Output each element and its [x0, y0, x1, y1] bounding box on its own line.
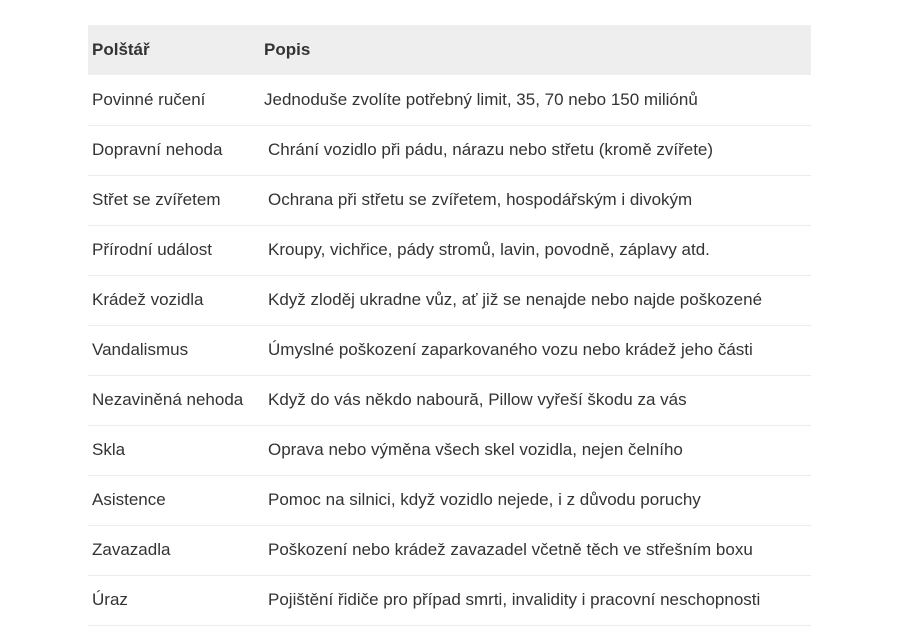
table-row: [88, 475, 811, 525]
table-row: [88, 275, 811, 325]
cell-coverage-description: Kroupy, vichřice, pády stromů, lavin, povodně, záplavy atd.: [268, 240, 710, 259]
cell-coverage-name: Asistence: [92, 490, 166, 509]
table-row: [88, 75, 811, 125]
cell-coverage-description: Jednoduše zvolíte potřebný limit, 35, 70 nebo 150 miliónů: [264, 89, 698, 109]
cell-coverage-name: Skla: [92, 440, 126, 459]
table-header-row: [88, 25, 811, 75]
cell-coverage-description: Ochrana při střetu se zvířetem, hospodářským i divokým: [268, 190, 693, 209]
cell-coverage-description: Chrání vozidlo při pádu, nárazu nebo střetu (kromě zvířete): [268, 140, 714, 159]
table-row: [88, 525, 811, 575]
insurance-table-container: [88, 25, 811, 626]
cell-coverage-description: Když zloděj ukradne vůz, ať již se nenajde nebo najde poškozené: [268, 290, 763, 309]
cell-coverage-name: Vandalismus: [92, 340, 189, 359]
insurance-coverage-table: [88, 25, 811, 626]
table-row: [88, 125, 811, 175]
table-body: [88, 75, 811, 625]
table-row: [88, 375, 811, 425]
cell-coverage-name: Krádež vozidla: [92, 290, 204, 309]
table-row: [88, 425, 811, 475]
cell-coverage-name: Úraz: [92, 590, 128, 609]
cell-coverage-name: Zavazadla: [92, 540, 171, 559]
cell-coverage-description: Když do vás někdo naboură, Pillow vyřeší škodu za vás: [268, 390, 687, 409]
cell-coverage-name: Přírodní událost: [92, 240, 213, 259]
cell-coverage-name: Povinné ručení: [92, 89, 206, 109]
cell-coverage-description: Úmyslné poškození zaparkovaného vozu nebo krádež jeho části: [268, 340, 753, 359]
column-header-popis: Popis: [264, 40, 311, 59]
table-header: [88, 25, 811, 75]
cell-coverage-name: Střet se zvířetem: [92, 190, 221, 209]
table-row: [88, 225, 811, 275]
column-header-polstar: Polštář: [92, 40, 150, 59]
table-row: [88, 575, 811, 625]
cell-coverage-description: Poškození nebo krádež zavazadel včetně těch ve střešním boxu: [268, 540, 753, 559]
table-row: [88, 175, 811, 225]
cell-coverage-description: Pojištění řidiče pro případ smrti, invalidity i pracovní neschopnosti: [268, 590, 761, 609]
table-row: [88, 325, 811, 375]
cell-coverage-description: Oprava nebo výměna všech skel vozidla, nejen čelního: [268, 440, 683, 459]
cell-coverage-description: Pomoc na silnici, když vozidlo nejede, i z důvodu poruchy: [268, 490, 701, 509]
cell-coverage-name: Dopravní nehoda: [92, 140, 223, 159]
cell-coverage-name: Nezaviněná nehoda: [92, 390, 244, 409]
